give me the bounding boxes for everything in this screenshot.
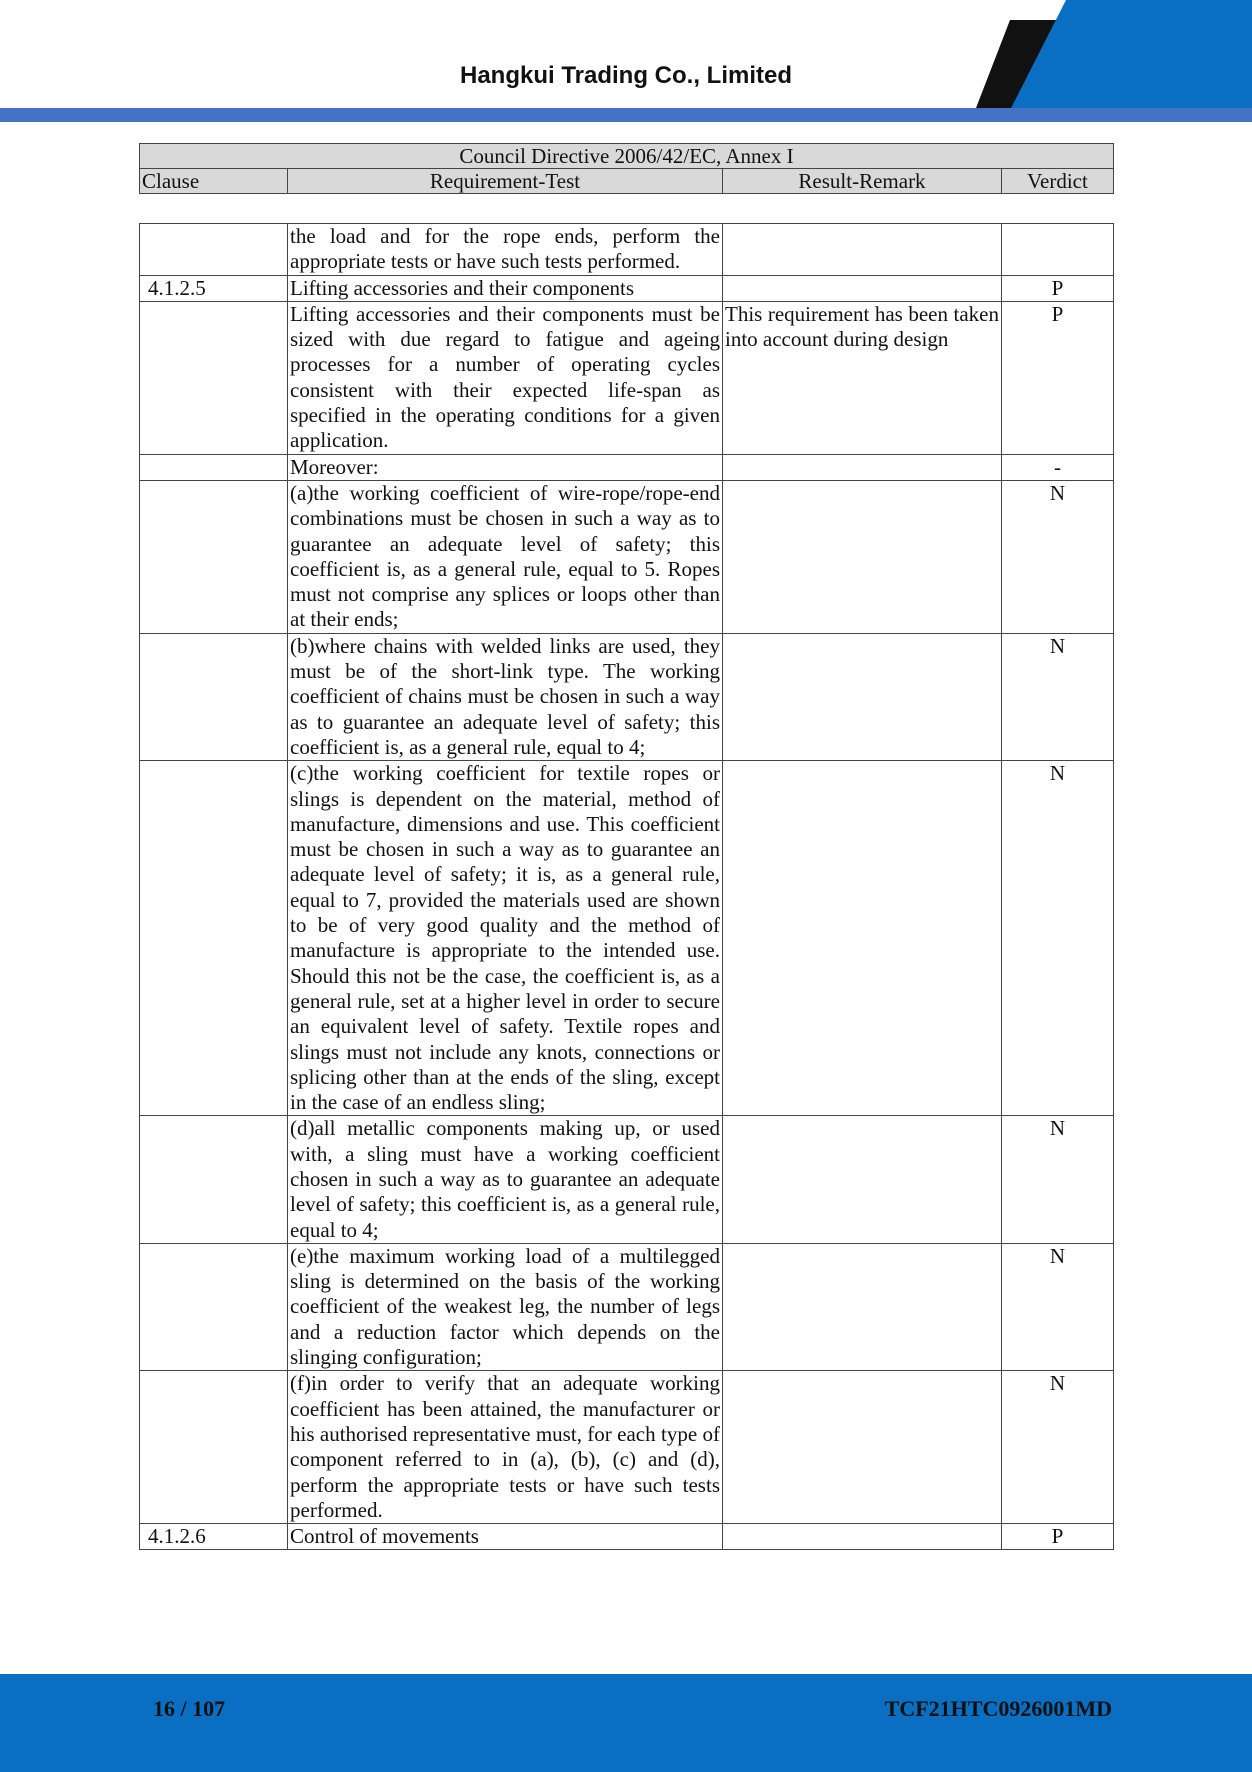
verdict-cell: P xyxy=(1002,301,1114,454)
requirement-cell: (a)the working coefficient of wire-rope/rope-end combinations must be chosen in such a way as to guarantee an adequate level of safety; this coefficient is, as a general rule, equal to 5. Ropes must not comprise any splices or loops other than at their ends; xyxy=(288,480,723,633)
verdict-cell: N xyxy=(1002,1371,1114,1524)
result-cell xyxy=(723,1243,1002,1370)
clause-cell xyxy=(140,224,288,276)
table-row xyxy=(140,301,1114,454)
table-row xyxy=(140,480,1114,633)
clause-cell: 4.1.2.6 xyxy=(140,1524,288,1550)
table-row xyxy=(140,224,1114,276)
header-bar xyxy=(0,108,1252,122)
clause-cell xyxy=(140,301,288,454)
header-blue-corner xyxy=(1006,0,1252,118)
verdict-cell: P xyxy=(1002,275,1114,301)
result-cell xyxy=(723,633,1002,760)
clause-cell xyxy=(140,1243,288,1370)
clause-cell xyxy=(140,1116,288,1243)
verdict-cell: N xyxy=(1002,1116,1114,1243)
column-header-verdict: Verdict xyxy=(1002,169,1114,194)
column-header-result: Result-Remark xyxy=(723,169,1002,194)
clause-cell xyxy=(140,480,288,633)
clause-cell xyxy=(140,761,288,1116)
result-cell xyxy=(723,1116,1002,1243)
result-cell xyxy=(723,275,1002,301)
table-header xyxy=(139,143,1113,194)
clause-cell xyxy=(140,633,288,760)
requirement-cell: (e)the maximum working load of a multilegged sling is determined on the basis of the working coefficient of the weakest leg, the number of legs and a reduction factor which depends on the slinging configuration; xyxy=(288,1243,723,1370)
verdict-cell: N xyxy=(1002,1243,1114,1370)
verdict-cell: N xyxy=(1002,761,1114,1116)
column-header-clause: Clause xyxy=(140,169,288,194)
requirement-cell: (c)the working coefficient for textile ropes or slings is dependent on the material, method of manufacture, dimensions and use. This coefficient must be chosen in such a way as to guarantee an adequate level of safety; it is, as a general rule, equal to 7, provided the materials used are shown to be of very good quality and the method of manufacture is appropriate to the intended use. Should this not be the case, the coefficient is, as a general rule, set at a higher level in order to secure an equivalent level of safety. Textile ropes and slings must not include any knots, connections or splicing other than at the ends of the sling, except in the case of an endless sling; xyxy=(288,761,723,1116)
result-cell xyxy=(723,224,1002,276)
table-row xyxy=(140,1243,1114,1370)
result-cell xyxy=(723,1524,1002,1550)
verdict-cell: P xyxy=(1002,1524,1114,1550)
clause-cell xyxy=(140,454,288,480)
table-row xyxy=(140,275,1114,301)
requirement-cell: Control of movements xyxy=(288,1524,723,1550)
result-cell xyxy=(723,761,1002,1116)
requirement-cell: (f)in order to verify that an adequate working coefficient has been attained, the manufacturer or his authorised representative must, for each type of component referred to in (a), (b), (c) and (d), perform the appropriate tests or have such tests performed. xyxy=(288,1371,723,1524)
result-cell: This requirement has been taken into account during design xyxy=(723,301,1002,454)
requirements-table xyxy=(139,223,1113,1550)
document-id: TCF21HTC0926001MD xyxy=(884,1696,1112,1721)
page-footer xyxy=(0,1674,1252,1772)
requirement-cell: Lifting accessories and their components must be sized with due regard to fatigue and ageing processes for a number of operating cycles consistent with their expected life-span as specified in the operating conditions for a given application. xyxy=(288,301,723,454)
table-title: Council Directive 2006/42/EC, Annex I xyxy=(140,144,1114,169)
requirement-cell: Lifting accessories and their components xyxy=(288,275,723,301)
verdict-cell: N xyxy=(1002,633,1114,760)
requirement-cell: the load and for the rope ends, perform the appropriate tests or have such tests performed. xyxy=(288,224,723,276)
table-row xyxy=(140,1524,1114,1550)
page-number: 16 / 107 xyxy=(153,1696,226,1721)
column-header-requirement: Requirement-Test xyxy=(288,169,723,194)
table-row xyxy=(140,1116,1114,1243)
table-row xyxy=(140,633,1114,760)
requirement-cell: (b)where chains with welded links are used, they must be of the short-link type. The working coefficient of chains must be chosen in such a way as to guarantee an adequate level of safety; this coefficient is, as a general rule, equal to 4; xyxy=(288,633,723,760)
result-cell xyxy=(723,480,1002,633)
table-row xyxy=(140,1371,1114,1524)
clause-cell xyxy=(140,1371,288,1524)
result-cell xyxy=(723,1371,1002,1524)
table-row xyxy=(140,761,1114,1116)
verdict-cell: N xyxy=(1002,480,1114,633)
clause-cell: 4.1.2.5 xyxy=(140,275,288,301)
table-row xyxy=(140,454,1114,480)
requirement-cell: Moreover: xyxy=(288,454,723,480)
verdict-cell xyxy=(1002,224,1114,276)
company-name: Hangkui Trading Co., Limited xyxy=(459,62,792,89)
page-header xyxy=(0,0,1252,124)
requirement-cell: (d)all metallic components making up, or used with, a sling must have a working coefficient chosen in such a way as to guarantee an adequate level of safety; this coefficient is, as a general rule, equal to 4; xyxy=(288,1116,723,1243)
result-cell xyxy=(723,454,1002,480)
verdict-cell: - xyxy=(1002,454,1114,480)
